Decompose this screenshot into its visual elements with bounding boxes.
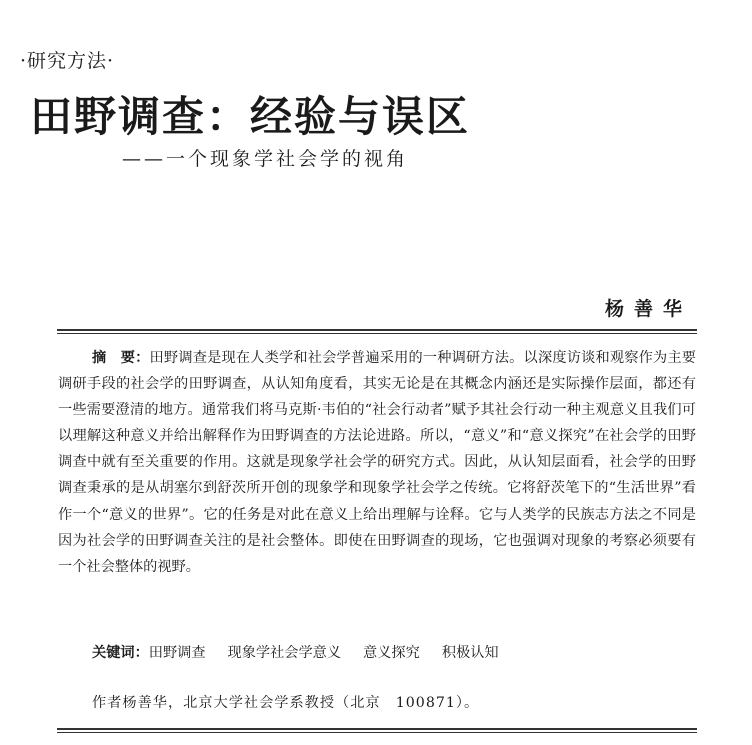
keyword-item: 意义探究	[363, 645, 420, 661]
keyword-item: 积极认知	[441, 645, 499, 661]
keyword-item: 田野调查	[148, 645, 206, 661]
keywords	[92, 640, 521, 666]
keywords-label: 关键词：	[92, 645, 149, 661]
article-subtitle: ——一个现象学社会学的视角	[122, 148, 409, 170]
author-name: 杨善华	[604, 298, 692, 320]
bottom-divider	[57, 728, 697, 733]
author-note: 作者杨善华，北京大学社会学系教授（北京 100871）。	[92, 695, 480, 711]
abstract	[58, 345, 696, 580]
abstract-label: 摘 要：	[92, 350, 150, 366]
section-label: ·研究方法·	[20, 50, 115, 72]
abstract-text: 田野调查是现在人类学和社会学普遍采用的一种调研方法。以深度访谈和观察作为主要调研手段的社会学的田野调查，从认知角度看，其实无论是在其概念内涵还是实际操作层面，都还有一些需要澄清的地方。通常我们将马克斯·韦伯的“社会行动者”赋予其社会行动一种主观意义且我们可以理解这种意义并给出解释作为田野调查的方法论进路。所以，“意义”和“意义探究”在社会学的田野调查中就有至关重要的作用。这就是现象学社会学的研究方式。因此，从认知层面看，社会学的田野调查秉承的是从胡塞尔到舒茨所开创的现象学和现象学社会学之传统。它将舒茨笔下的“生活世界”看作一个“意义的世界”。它的任务是对此在意义上给出理解与诠释。它与人类学的民族志方法之不同是因为社会学的田野调查关注的是社会整体。即使在田野调查的现场，它也强调对现象的考察必须要有一个社会整体的视野。	[58, 350, 696, 575]
top-divider	[57, 329, 697, 334]
article-title: 田野调查：经验与误区	[30, 92, 471, 141]
keyword-item: 现象学社会学意义	[227, 645, 342, 661]
